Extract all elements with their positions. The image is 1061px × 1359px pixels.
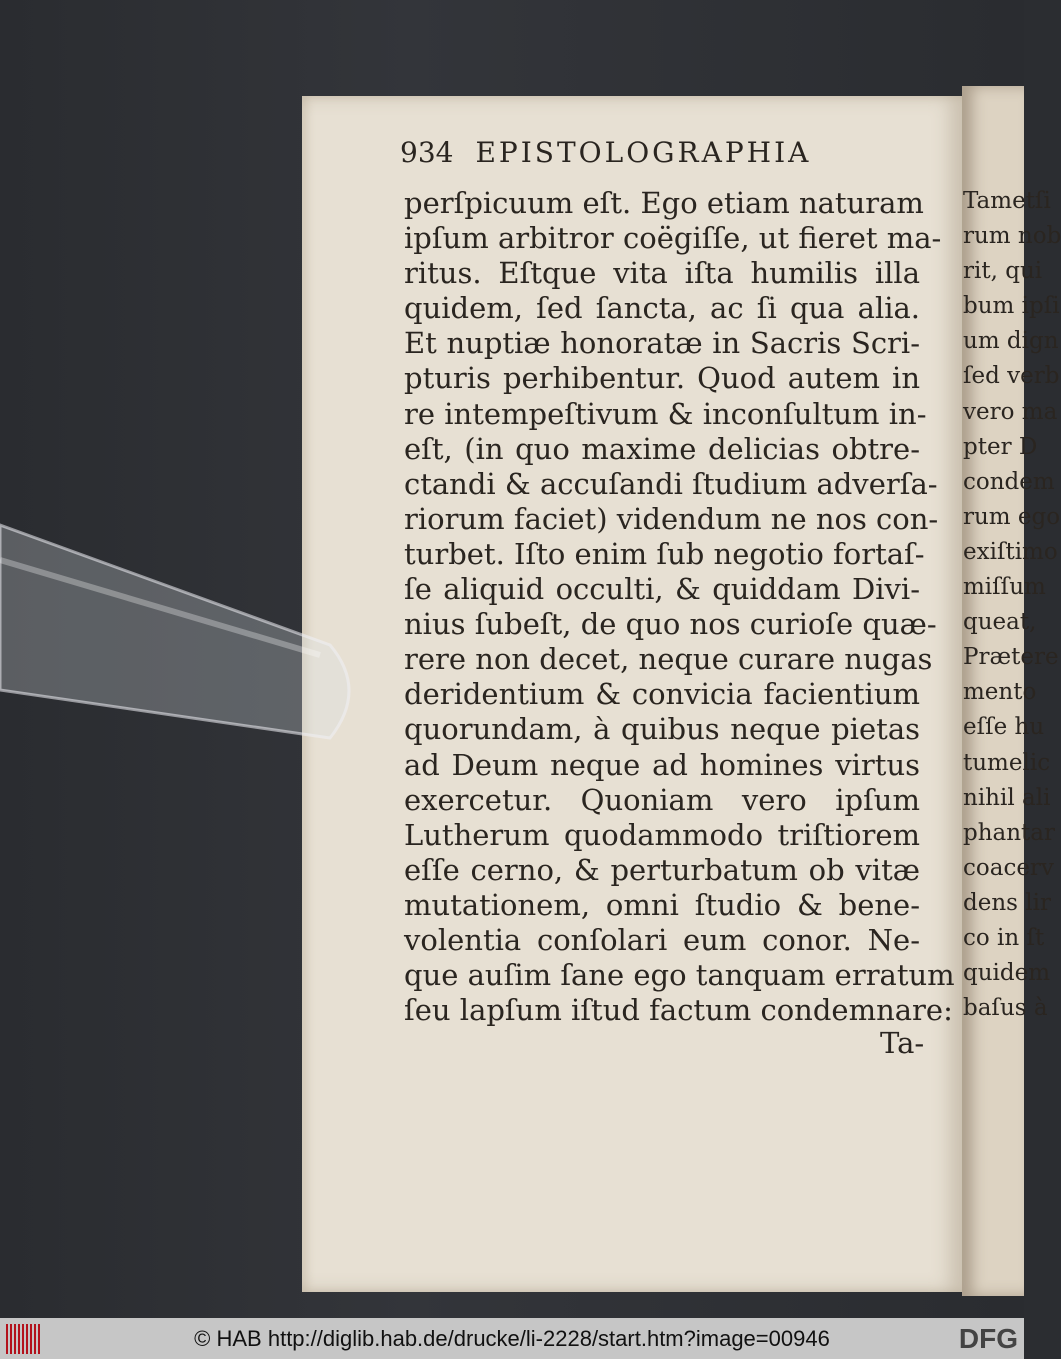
facing-text-line: queat, — [963, 609, 1037, 636]
catchword: Ta- — [880, 1026, 925, 1060]
facing-text-line: bum ipſi — [963, 293, 1060, 320]
facing-text-line: rit, qui — [963, 258, 1043, 285]
facing-text-line: eſſe hu — [963, 714, 1045, 741]
text-line: ſeu lapſum iſtud factum condemnare: — [404, 993, 953, 1028]
glass-page-weight — [0, 0, 400, 800]
text-line: Et nuptiæ honoratæ in Sacris Scri- — [404, 326, 920, 361]
text-line: deridentium & convicia facientium — [404, 677, 920, 712]
text-line: nius ſubeſt, de quo nos curioſe quæ- — [404, 607, 937, 642]
text-line: rere non decet, neque curare nugas — [404, 642, 933, 677]
facing-text-line: rum nob — [963, 223, 1061, 250]
text-line: turbet. Iſto enim ſub negotio fortaſ- — [404, 536, 925, 571]
facing-text-line: dens lir — [963, 889, 1051, 916]
text-line: quorundam, à quibus neque pietas — [404, 712, 920, 747]
footer-bar — [0, 1318, 1024, 1359]
text-line: mutationem, omni ſtudio & bene- — [404, 887, 920, 922]
facing-text-line: mento — [963, 679, 1037, 706]
running-header — [400, 136, 811, 169]
text-line: re intempeſtivum & inconſultum in- — [404, 396, 927, 431]
facing-text-line: ſed verb — [963, 363, 1060, 390]
text-line: perſpicuum eſt. Ego etiam naturam — [404, 186, 924, 220]
running-head-title: EPISTOLOGRAPHIA — [475, 136, 812, 169]
facing-text-line: um dign — [963, 328, 1059, 355]
page-body-text — [404, 186, 955, 1028]
text-line: ad Deum neque ad homines virtus — [404, 747, 920, 782]
text-line: ſe aliquid occulti, & quiddam Divi- — [404, 572, 920, 607]
facing-text-line: rum ego — [963, 503, 1061, 530]
facing-text-line: tumelic — [963, 749, 1051, 776]
dfg-logo: DFG — [958, 1323, 1018, 1354]
facing-text-line: co in ſt — [963, 924, 1045, 951]
facing-text-line: coacerv — [963, 854, 1054, 881]
facing-text-line: miſſum — [963, 574, 1046, 601]
text-line: eſſe cerno, & perturbatum ob vitæ — [404, 852, 920, 887]
text-line: volentia conſolari eum conor. Ne- — [404, 922, 920, 957]
text-line: Lutherum quodammodo triſtiorem — [404, 817, 920, 852]
page-number: 934 — [400, 136, 454, 169]
text-line: ipſum arbitror coëgiſſe, ut fieret ma- — [404, 221, 942, 256]
facing-page-text — [963, 184, 1061, 1026]
text-line: eſt, (in quo maxime delicias obtre- — [404, 431, 920, 466]
facing-text-line: quidem — [963, 960, 1051, 987]
text-line: ctandi & accuſandi ſtudium adverſa- — [404, 466, 938, 501]
facing-text-line: nihil ali — [963, 784, 1051, 811]
facing-text-line: phantar — [963, 819, 1056, 846]
copyright-link[interactable]: © HAB http://diglib.hab.de/drucke/li-2228/start.htm?image=00946 — [194, 1326, 830, 1351]
facing-text-line: Prætere — [963, 644, 1059, 671]
facing-text-line: vero ma — [963, 398, 1058, 425]
text-line: exercetur. Quoniam vero ipſum — [404, 782, 920, 817]
text-line: pturis perhibentur. Quod autem in — [404, 361, 920, 396]
facing-text-line: pter D — [963, 433, 1038, 460]
text-line: ritus. Eſtque vita iſta humilis illa — [404, 256, 920, 291]
facing-text-line: Tametſi — [963, 188, 1051, 214]
facing-text-line: baſus à — [963, 995, 1048, 1022]
text-line: que auſim ſane ego tanquam erratum — [404, 958, 955, 993]
facing-text-line: condem — [963, 468, 1055, 495]
text-line: riorum faciet) videndum ne nos con- — [404, 501, 939, 536]
text-line: quidem, ſed ſancta, ac ſi qua alia. — [404, 291, 920, 326]
facing-text-line: exiſtimo — [963, 538, 1058, 565]
